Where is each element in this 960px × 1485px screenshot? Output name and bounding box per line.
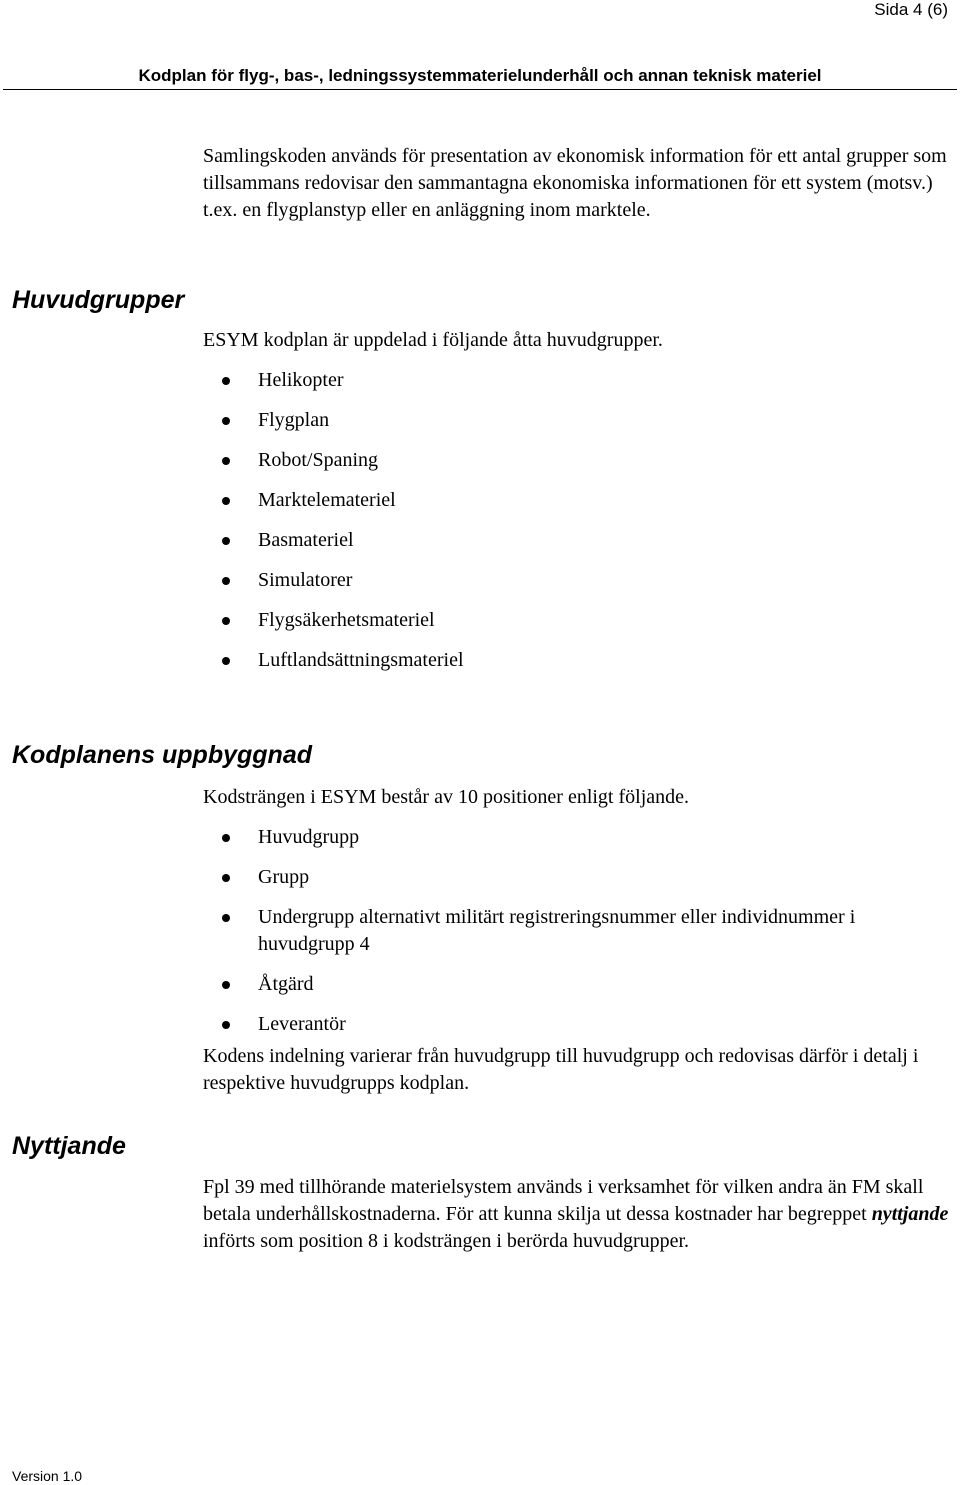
- list-item: Helikopter: [222, 367, 955, 394]
- heading-nyttjande: Nyttjande: [12, 1132, 126, 1160]
- uppbyggnad-closing: Kodens indelning varierar från huvudgrupp till huvudgrupp och redovisas därför i detalj i respektive huvudgrupps kodplan.: [203, 1045, 919, 1094]
- list-item: Flygsäkerhetsmateriel: [222, 607, 955, 634]
- list-item: Flygplan: [222, 407, 955, 434]
- list-item: Åtgärd: [222, 971, 955, 998]
- list-item: Undergrupp alternativt militärt registreringsnummer eller individnummer i huvudgrupp 4: [222, 904, 955, 958]
- intro-paragraph: Samlingskoden används för presentation av ekonomisk information för ett antal grupper som tillsammans redovisar den sammantagna ekonomiska informationen för ett system (motsv.) t.ex. en flygplanstyp eller en anläggning inom marktele.: [203, 145, 947, 221]
- list-item: Leverantör: [222, 1011, 955, 1038]
- nyttjande-text-before: Fpl 39 med tillhörande materielsystem används i verksamhet för vilken andra än FM skall betala underhållskostnaderna. För att kunna skilja ut dessa kostnader har begreppet: [203, 1176, 924, 1225]
- list-item: Simulatorer: [222, 567, 955, 594]
- heading-huvudgrupper: Huvudgrupper: [12, 286, 185, 314]
- nyttjande-paragraph: [203, 1174, 955, 1255]
- list-item: Grupp: [222, 864, 955, 891]
- uppbyggnad-lead: Kodsträngen i ESYM består av 10 positioner enligt följande.: [203, 786, 690, 808]
- list-item: Robot/Spaning: [222, 447, 955, 474]
- list-item: Basmateriel: [222, 527, 955, 554]
- page-number: Sida 4 (6): [874, 0, 948, 19]
- uppbyggnad-list: [222, 824, 955, 1038]
- document-title: Kodplan för flyg-, bas-, ledningssystemmaterielunderhåll och annan teknisk materiel: [138, 66, 822, 85]
- list-item: Marktelemateriel: [222, 487, 955, 514]
- list-item: Huvudgrupp: [222, 824, 955, 851]
- nyttjande-text-after: införts som position 8 i kodsträngen i berörda huvudgrupper.: [203, 1230, 690, 1252]
- huvudgrupper-lead: ESYM kodplan är uppdelad i följande åtta huvudgrupper.: [203, 329, 663, 351]
- version-label: Version 1.0: [12, 1468, 83, 1484]
- heading-kodplanens-uppbyggnad: Kodplanens uppbyggnad: [12, 741, 312, 769]
- list-item: Luftlandsättningsmateriel: [222, 647, 955, 674]
- header-divider: [3, 89, 957, 90]
- huvudgrupper-list: [222, 367, 955, 674]
- nyttjande-emphasis: nyttjande: [871, 1203, 949, 1225]
